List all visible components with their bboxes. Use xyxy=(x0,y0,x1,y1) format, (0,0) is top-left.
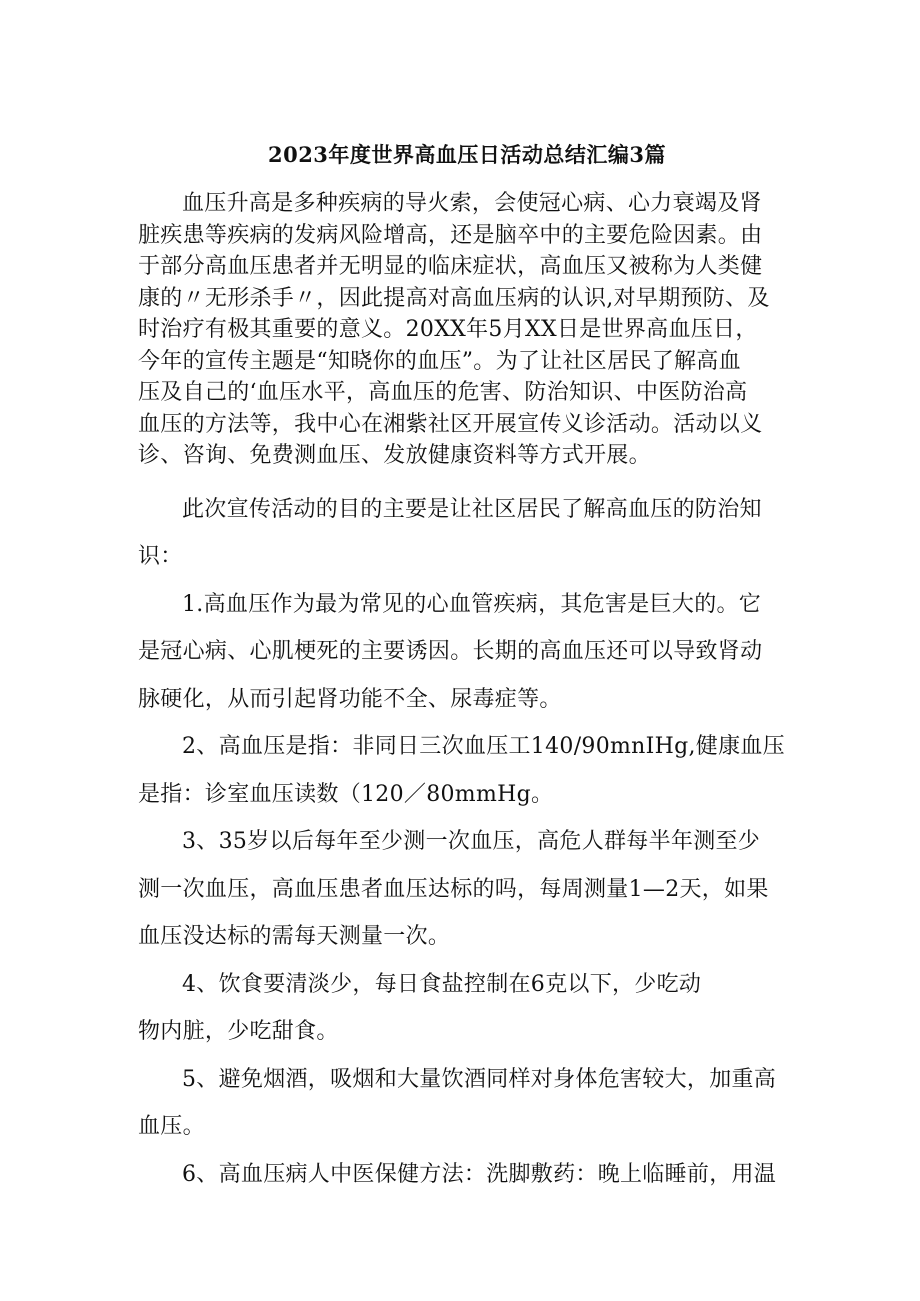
intro-line: 今年的宣传主题是“知晓你的血压”。为了让社区居民了解高血 xyxy=(138,348,741,374)
list-item-line: 是指：诊室血压读数（120／80mmHg。 xyxy=(138,781,554,807)
list-item-3 xyxy=(138,818,796,961)
intro-line: 压及自己的‘血压水平，高血压的危害、防治知识、中医防治高 xyxy=(138,380,748,405)
intro-paragraph xyxy=(138,188,796,472)
list-item-line: 物内脏，少吃甜食。 xyxy=(138,1019,339,1044)
list-item-6 xyxy=(138,1151,796,1199)
list-item-line: 脉硬化，从而引起肾功能不全、尿毒症等。 xyxy=(138,686,562,712)
intro-line: 康的〃无形杀手〃，因此提高对高血压病的认识,对早期预防、及 xyxy=(138,285,770,311)
list-item-line: 2、高血压是指：非同日三次血压工140/90mnIHg,健康血压 xyxy=(182,734,785,759)
list-item-line: 6、高血压病人中医保健方法：洗脚敷药：晚上临睡前，用温 xyxy=(182,1161,777,1187)
list-item-line: 血压。 xyxy=(138,1114,205,1139)
intro-line: 脏疾患等疾病的发病风险增高，还是脑卒中的主要危险因素。由 xyxy=(138,222,763,248)
purpose-line: 此次宣传活动的目的主要是让社区居民了解高血压的防治知 xyxy=(182,496,762,522)
document-title: 2023年度世界高血压日活动总结汇编3篇 xyxy=(267,142,667,167)
purpose-paragraph xyxy=(138,486,796,581)
intro-line: 血压的方法等，我中心在湘紫社区开展宣传义诊活动。活动以义 xyxy=(138,411,763,437)
list-item-line: 是冠心病、心肌梗死的主要诱因。长期的高血压还可以导致肾动 xyxy=(138,639,763,664)
intro-line: 血压升高是多种疾病的导火索，会使冠心病、心力衰竭及肾 xyxy=(182,191,762,216)
list-item-line: 1.高血压作为最为常见的心血管疾病，其危害是巨大的。它 xyxy=(182,591,762,617)
list-item-4 xyxy=(138,961,796,1056)
intro-line: 于部分高血压患者并无明显的临床症状，高血压又被称为人类健 xyxy=(138,254,763,279)
purpose-line: 识： xyxy=(138,544,183,569)
list-item-5 xyxy=(138,1056,796,1151)
list-item-line: 血压没达标的需每天测量一次。 xyxy=(138,924,451,949)
list-item-line: 3、35岁以后每年至少测一次血压，高危人群每半年测至少 xyxy=(182,829,761,854)
intro-line: 诊、咨询、免费测血压、发放健康资料等方式开展。 xyxy=(138,443,651,468)
list-item-2 xyxy=(138,723,796,818)
list-item-line: 4、饮食要清淡少，每日食盐控制在6克以下，少吃动 xyxy=(182,971,702,997)
list-item-1 xyxy=(138,581,796,724)
intro-line: 时治疗有极其重要的意义。20XX年5月XX日是世界高血压日， xyxy=(138,317,758,342)
list-item-line: 5、避免烟酒，吸烟和大量饮酒同样对身体危害较大，加重高 xyxy=(182,1066,777,1092)
list-item-line: 测一次血压，高血压患者血压达标的吗，每周测量1—2天，如果 xyxy=(138,876,769,902)
